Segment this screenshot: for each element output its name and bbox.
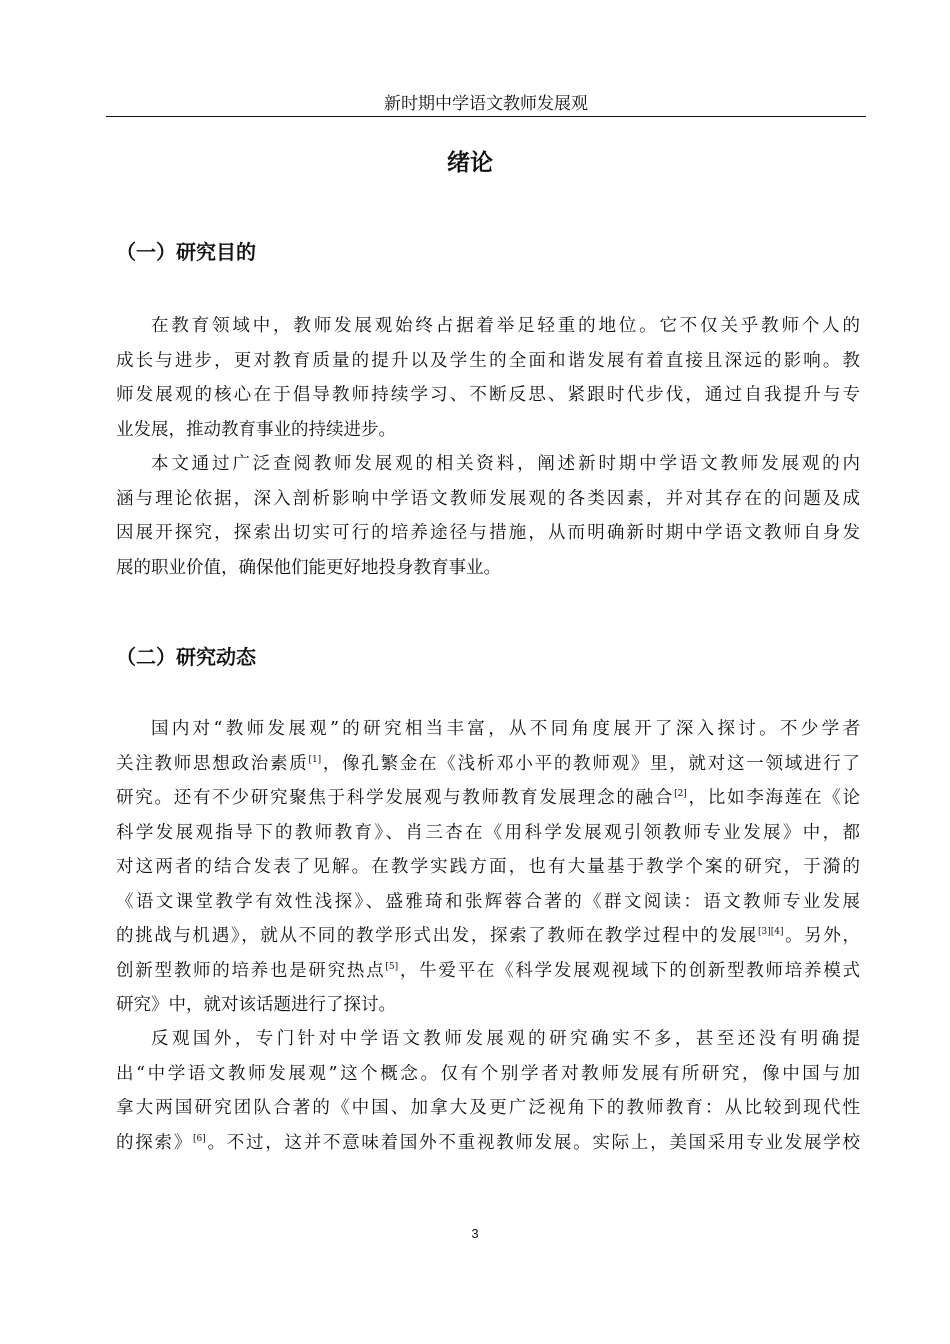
text-line: 出“中学语文教师发展观”这个概念。仅有个别学者对教师发展有所研究，像中国与加 xyxy=(116,1063,860,1084)
citation-ref: [1] xyxy=(308,754,322,765)
text-line: 展的职业价值，确保他们能更好地投身教育事业。 xyxy=(116,557,501,578)
text-line: 涵与理论依据，深入剖析影响中学语文教师发展观的各类因素，并对其存在的问题及成 xyxy=(116,488,860,509)
text-line: 拿大两国研究团队合著的《中国、加拿大及更广泛视角下的教师教育：从比较到现代性 xyxy=(116,1098,860,1118)
paragraph-status-domestic xyxy=(116,712,860,1023)
text-line: 的探索》[6]。不过，这并不意味着国外不重视教师发展。实际上，美国采用专业发展学校 xyxy=(116,1132,861,1153)
text-line: 对这两者的结合发表了见解。在教学实践方面，也有大量基于教学个案的研究，于漪的 xyxy=(116,857,860,877)
page-title: 绪论 xyxy=(447,150,493,176)
paragraph-purpose-2 xyxy=(116,447,860,585)
text-line: 国内对“教师发展观”的研究相当丰富，从不同角度展开了深入探讨。不少学者 xyxy=(151,719,860,739)
citation-ref: [5] xyxy=(385,961,399,972)
text-line: 业发展，推动教育事业的持续进步。 xyxy=(116,419,396,440)
text-line: 关注教师思想政治素质[1]，像孔繁金在《浅析邓小平的教师观》里，就对这一领域进行了 xyxy=(116,753,861,774)
text-line: 在教育领域中，教师发展观始终占据着举足轻重的地位。它不仅关乎教师个人的 xyxy=(151,316,860,336)
text-line: 研究。还有不少研究聚焦于科学发展观与教师教育发展理念的融合[2]，比如李海莲在《论 xyxy=(116,788,861,808)
text-line: 本文通过广泛查阅教师发展观的相关资料，阐述新时期中学语文教师发展观的内 xyxy=(151,454,860,474)
paragraph-status-abroad xyxy=(116,1022,860,1160)
text-line: 《语文课堂教学有效性浅探》、盛雅琦和张辉蓉合著的《群文阅读：语文教师专业发展 xyxy=(116,891,860,912)
text-line: 的挑战与机遇》，就从不同的教学形式出发，探索了教师在教学过程中的发展[3][4]。另外， xyxy=(116,926,861,946)
page-number: 3 xyxy=(471,1226,479,1241)
text-line: 因展开探究，探索出切实可行的培养途径与措施，从而明确新时期中学语文教师自身发 xyxy=(116,523,860,543)
text-line: 研究》中，就对该话题进行了探讨。 xyxy=(116,995,396,1015)
text-line: 师发展观的核心在于倡导教师持续学习、不断反思、紧跟时代步伐，通过自我提升与专 xyxy=(116,385,860,405)
text-line: 成长与进步，更对教育质量的提升以及学生的全面和谐发展有着直接且深远的影响。教 xyxy=(116,350,860,371)
text-line: 科学发展观指导下的教师教育》、肖三杏在《用科学发展观引领教师专业发展》中，都 xyxy=(116,822,860,843)
section-heading-status: （二）研究动态 xyxy=(116,645,256,669)
citation-ref: [6] xyxy=(192,1133,206,1144)
header-divider xyxy=(106,116,866,117)
text-line: 创新型教师的培养也是研究热点[5]，牛爱平在《科学发展观视域下的创新型教师培养模式 xyxy=(116,960,861,981)
text-line: 反观国外，专门针对中学语文教师发展观的研究确实不多，甚至还没有明确提 xyxy=(151,1029,860,1049)
running-header: 新时期中学语文教师发展观 xyxy=(384,94,588,114)
section-heading-purpose: （一）研究目的 xyxy=(116,240,256,264)
citation-ref: [2] xyxy=(674,789,687,799)
paragraph-purpose-1 xyxy=(116,309,860,447)
citation-ref: [3][4] xyxy=(757,927,784,937)
